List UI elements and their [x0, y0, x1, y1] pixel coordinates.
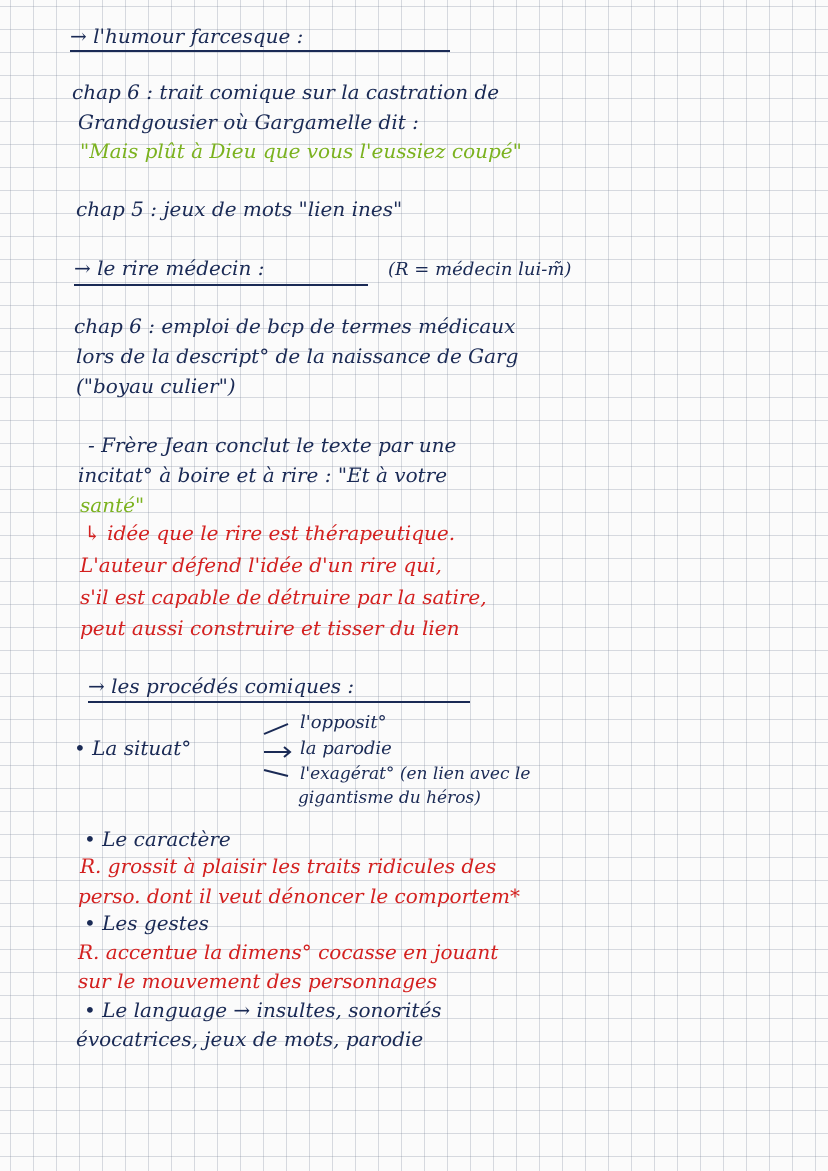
- situation-label: • La situat°: [74, 736, 192, 760]
- chap6-line-2: Grandgousier où Gargamelle dit :: [78, 110, 419, 134]
- heading-rire-medecin: → le rire médecin :: [74, 256, 265, 280]
- branch-parodie: la parodie: [300, 738, 392, 759]
- therapeutic-line-1: ↳ idée que le rire est thérapeutique.: [84, 521, 456, 545]
- gestes-red-line-1: R. accentue la dimens° cocasse en jouant: [78, 940, 499, 964]
- frere-jean-line-2: incitat° à boire et à rire : "Et à votre: [78, 463, 448, 487]
- therapeutic-line-4: peut aussi construire et tisser du lien: [80, 616, 460, 640]
- frere-jean-line-1: - Frère Jean conclut le texte par une: [88, 433, 457, 457]
- branch-arrows-icon: [258, 718, 298, 780]
- heading-underline: [70, 50, 450, 52]
- chap5-line: chap 5 : jeux de mots "lien ines": [76, 197, 403, 221]
- gestes-label: • Les gestes: [84, 911, 209, 935]
- branch-exageration-line-1: l'exagérat° (en lien avec le: [300, 764, 531, 784]
- heading-underline: [88, 701, 470, 703]
- caractere-label: • Le caractère: [84, 827, 231, 851]
- langage-line-2: évocatrices, jeux de mots, parodie: [76, 1027, 424, 1051]
- gestes-red-line-2: sur le mouvement des personnages: [78, 969, 438, 993]
- chap6-line-1: chap 6 : trait comique sur la castration de: [72, 80, 500, 104]
- heading-underline: [74, 284, 368, 286]
- langage-line-1: • Le language → insultes, sonorités: [84, 998, 442, 1022]
- chap6-quote: "Mais plût à Dieu que vous l'eussiez coupé": [80, 139, 522, 163]
- caractere-red-line-1: R. grossit à plaisir les traits ridicules des: [80, 854, 497, 878]
- branch-opposition: l'opposit°: [300, 712, 387, 733]
- medecin-chap6-line-3: ("boyau culier"): [76, 374, 236, 398]
- caractere-red-line-2: perso. dont il veut dénoncer le comportem*: [78, 884, 520, 908]
- heading-procedes-comiques: → les procédés comiques :: [88, 674, 355, 698]
- branch-exageration-line-2: gigantisme du héros): [298, 788, 481, 808]
- medecin-chap6-line-1: chap 6 : emploi de bcp de termes médicaux: [74, 314, 516, 338]
- medecin-note: (R = médecin lui-m̃): [388, 259, 572, 280]
- heading-humour-farcesque: → l'humour farcesque :: [70, 24, 304, 48]
- medecin-chap6-line-2: lors de la descript° de la naissance de Garg: [76, 344, 519, 368]
- frere-jean-line-3: santé": [80, 493, 145, 517]
- therapeutic-line-3: s'il est capable de détruire par la satire,: [80, 585, 487, 609]
- therapeutic-line-2: L'auteur défend l'idée d'un rire qui,: [80, 553, 442, 577]
